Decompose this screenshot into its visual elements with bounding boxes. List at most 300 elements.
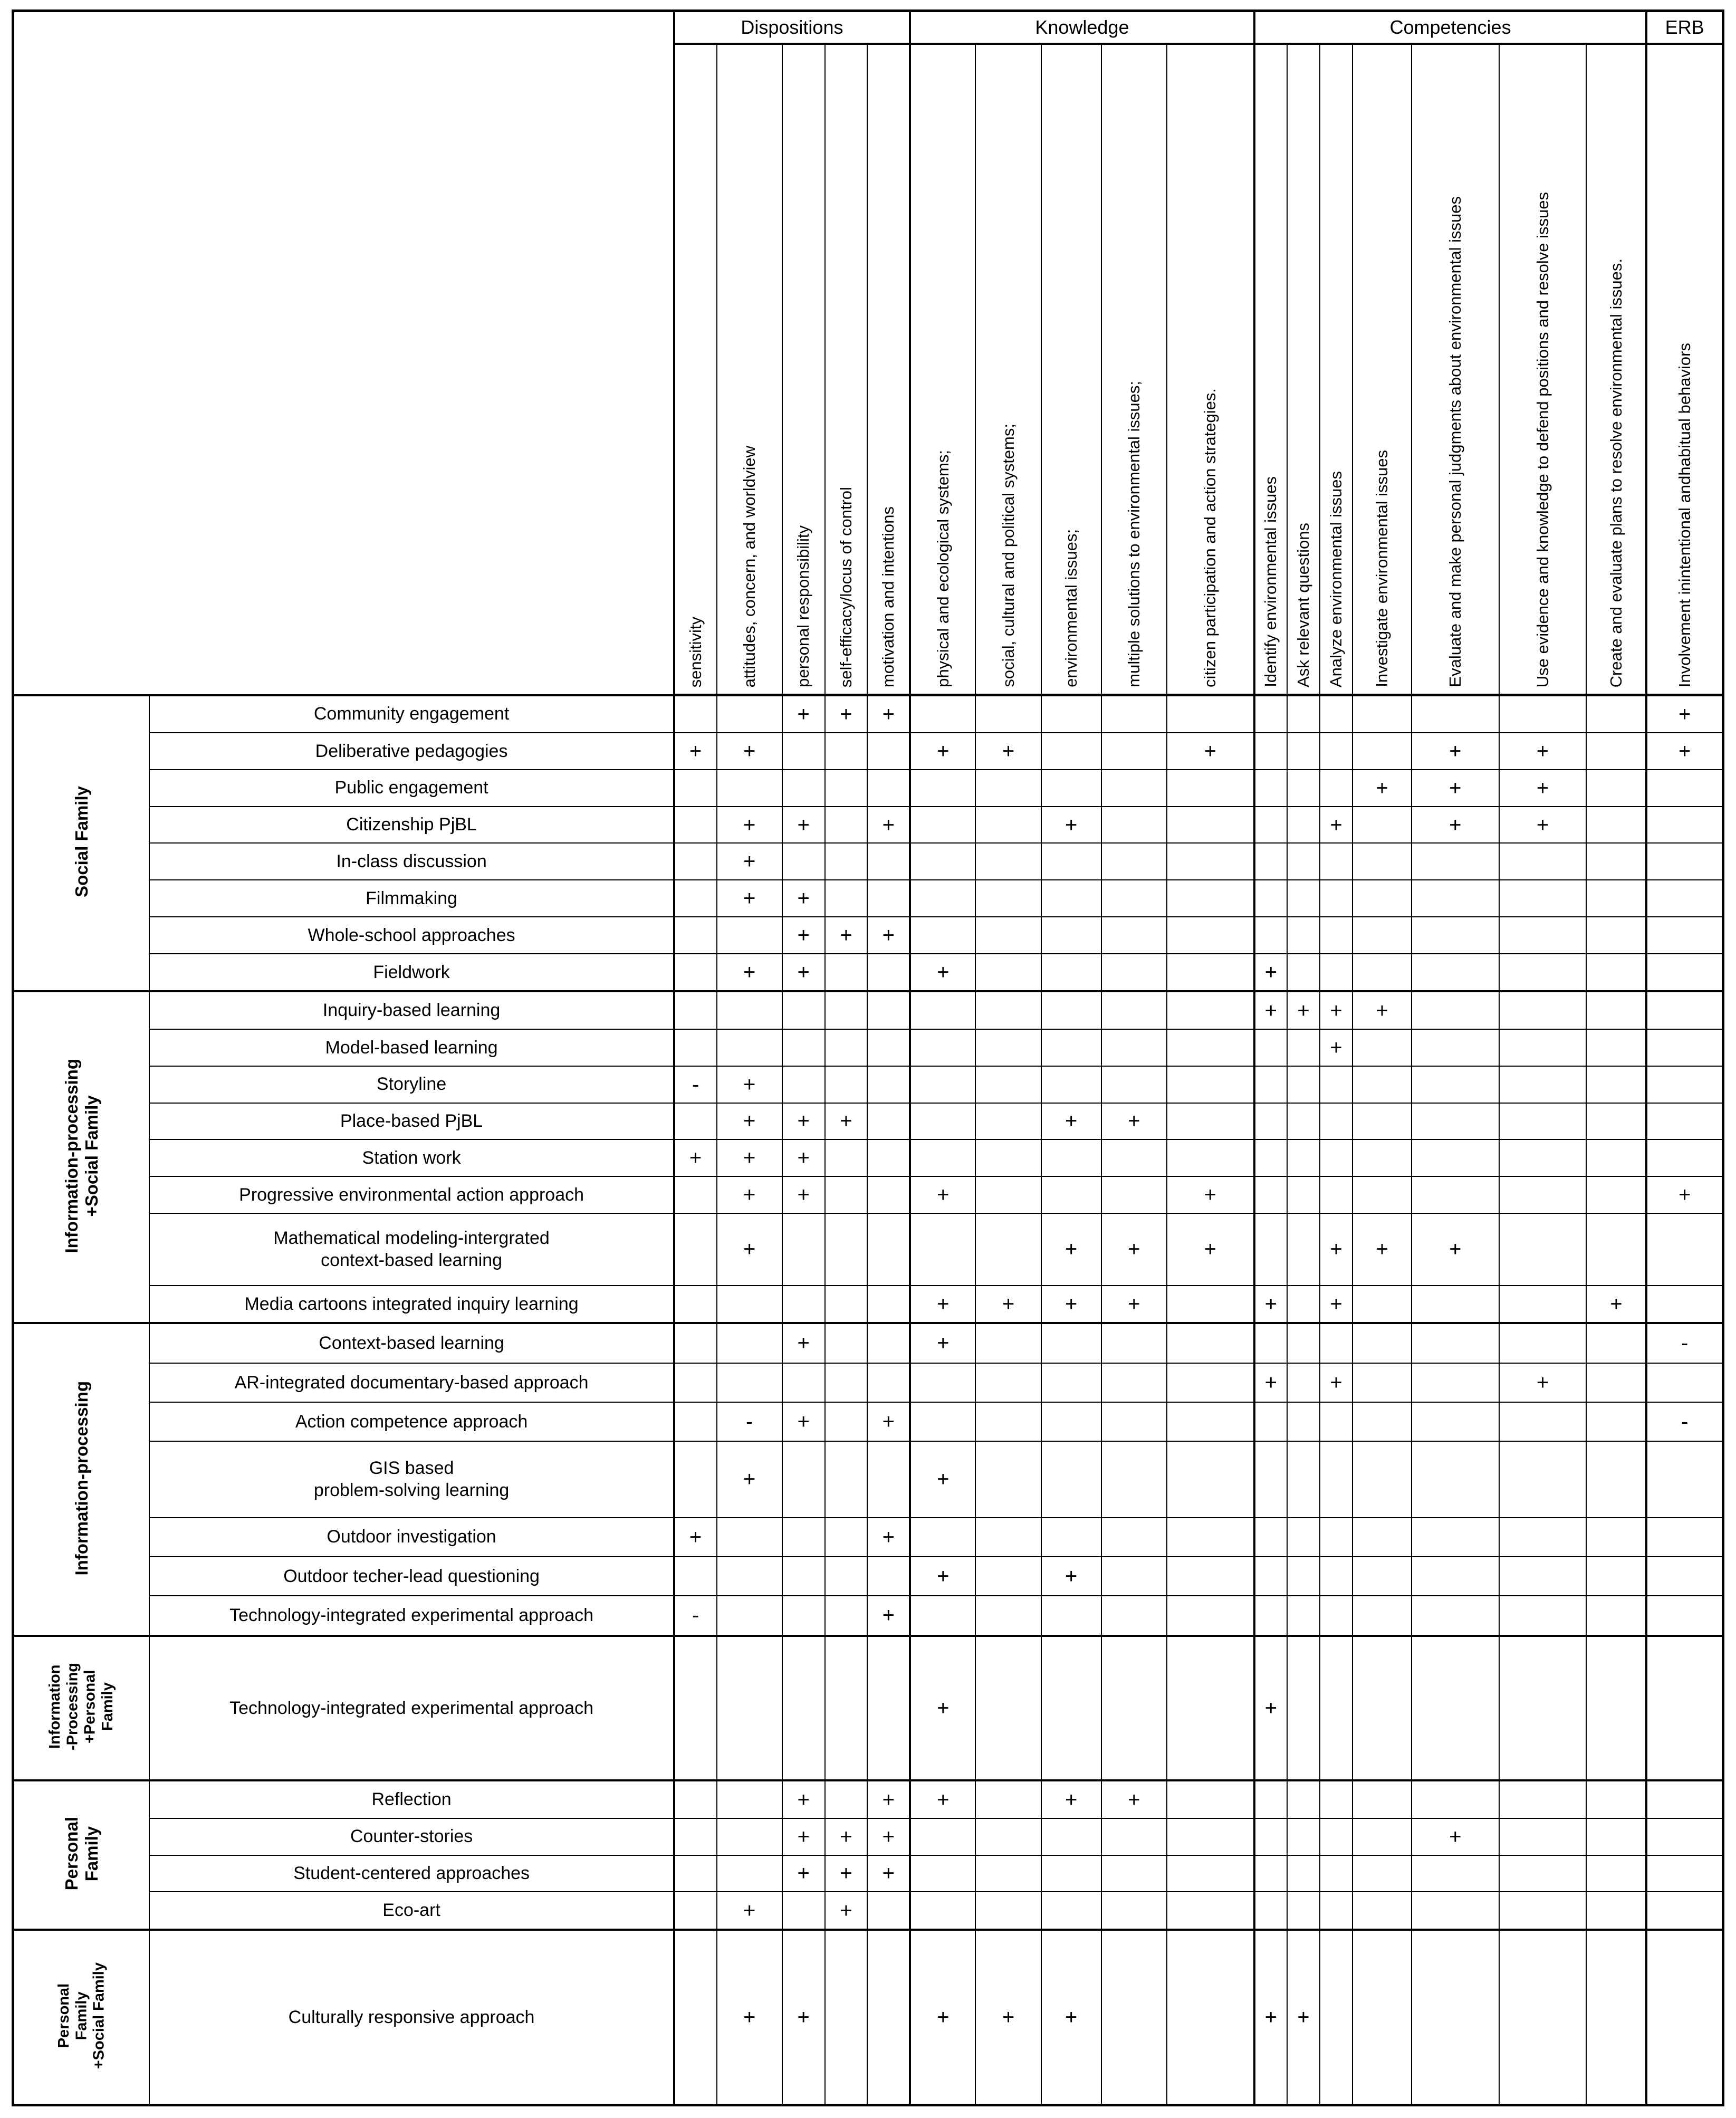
- mark-cell-empty: [674, 1557, 717, 1596]
- mark-cell-empty: [1353, 917, 1412, 954]
- mark-cell-empty: [1167, 1441, 1254, 1518]
- mark-cell-empty: [717, 1780, 782, 1818]
- table-row: [13, 1139, 1723, 1176]
- family-label-cell: [13, 1780, 150, 1930]
- mark-cell-empty: [674, 1441, 717, 1518]
- family-label: Information -Processing +Personal Family: [46, 1663, 117, 1751]
- table-row: [13, 1363, 1723, 1402]
- mark-cell-empty: [1353, 1855, 1412, 1892]
- mark-cell-empty: [975, 917, 1041, 954]
- mark-cell-empty: [1041, 1402, 1101, 1441]
- mark-cell-empty: [1101, 733, 1167, 770]
- mark-cell-empty: [910, 1103, 975, 1140]
- mark-cell-empty: [1101, 954, 1167, 991]
- mark-cell-filled: +: [1101, 1213, 1167, 1286]
- mark-cell-filled: -: [674, 1596, 717, 1636]
- mark-cell-empty: [1646, 991, 1723, 1029]
- mark-cell-filled: +: [910, 733, 975, 770]
- mark-cell-filled: +: [782, 1818, 825, 1855]
- mark-cell-empty: [825, 1066, 868, 1103]
- mark-cell-filled: +: [1320, 1029, 1353, 1066]
- mark-cell-empty: [825, 1029, 868, 1066]
- mark-cell-filled: +: [1499, 1363, 1587, 1402]
- mark-cell-empty: [1101, 843, 1167, 880]
- mark-cell-empty: [782, 1441, 825, 1518]
- mark-cell-empty: [1041, 1855, 1101, 1892]
- mark-cell-empty: [1586, 1402, 1646, 1441]
- approach-name: Citizenship PjBL: [149, 807, 674, 844]
- mark-cell-empty: [1287, 1518, 1320, 1557]
- mark-cell-empty: [1320, 1780, 1353, 1818]
- mark-cell-empty: [1320, 1103, 1353, 1140]
- mark-cell-filled: +: [782, 954, 825, 991]
- mark-cell-empty: [1101, 917, 1167, 954]
- mark-cell-empty: [1101, 880, 1167, 917]
- mark-cell-filled: +: [782, 1402, 825, 1441]
- family-label: Social Family: [71, 786, 91, 898]
- mark-cell-empty: [975, 1139, 1041, 1176]
- mark-cell-empty: [1167, 1818, 1254, 1855]
- mark-cell-empty: [975, 843, 1041, 880]
- mark-cell-empty: [1646, 1029, 1723, 1066]
- mark-cell-empty: [1499, 1636, 1587, 1781]
- mark-cell-empty: [782, 1066, 825, 1103]
- mark-cell-empty: [867, 880, 910, 917]
- mark-cell-empty: [1353, 807, 1412, 844]
- family-label: Personal Family: [61, 1817, 101, 1891]
- mark-cell-empty: [910, 1139, 975, 1176]
- approach-name: Action competence approach: [149, 1402, 674, 1441]
- mark-cell-empty: [674, 1213, 717, 1286]
- col-header-sensitivity: sensitivity: [674, 44, 717, 695]
- mark-cell-empty: [1320, 733, 1353, 770]
- mark-cell-empty: [1041, 1323, 1101, 1363]
- mark-cell-filled: +: [1586, 1286, 1646, 1323]
- mark-cell-filled: +: [782, 1323, 825, 1363]
- mark-cell-empty: [1254, 1402, 1287, 1441]
- mark-cell-empty: [1287, 1892, 1320, 1929]
- mark-cell-filled: +: [1167, 1213, 1254, 1286]
- mark-cell-empty: [674, 1103, 717, 1140]
- mark-cell-empty: [1412, 1636, 1499, 1781]
- mark-cell-empty: [1287, 1286, 1320, 1323]
- mark-cell-filled: +: [717, 843, 782, 880]
- mark-cell-empty: [1586, 1441, 1646, 1518]
- table-row: [13, 1323, 1723, 1363]
- mark-cell-empty: [1320, 770, 1353, 807]
- table-row: [13, 1213, 1723, 1286]
- mark-cell-filled: +: [1287, 991, 1320, 1029]
- mark-cell-empty: [1101, 770, 1167, 807]
- mark-cell-empty: [1353, 843, 1412, 880]
- mark-cell-empty: [825, 1780, 868, 1818]
- mark-cell-empty: [1646, 770, 1723, 807]
- mark-cell-filled: +: [717, 1930, 782, 2105]
- mark-cell-empty: [1499, 1557, 1587, 1596]
- mark-cell-filled: +: [782, 917, 825, 954]
- approach-name: Station work: [149, 1139, 674, 1176]
- mark-cell-filled: +: [975, 733, 1041, 770]
- mark-cell-empty: [1101, 1818, 1167, 1855]
- mark-cell-empty: [975, 1518, 1041, 1557]
- mark-cell-empty: [1646, 1855, 1723, 1892]
- mark-cell-empty: [1254, 1139, 1287, 1176]
- mark-cell-empty: [975, 1855, 1041, 1892]
- mark-cell-empty: [717, 1818, 782, 1855]
- mark-cell-empty: [1499, 1323, 1587, 1363]
- mark-cell-empty: [1287, 1441, 1320, 1518]
- approach-name: Progressive environmental action approach: [149, 1176, 674, 1213]
- mark-cell-empty: [717, 1029, 782, 1066]
- mark-cell-empty: [1167, 770, 1254, 807]
- mark-cell-empty: [1254, 695, 1287, 733]
- mark-cell-empty: [1254, 1855, 1287, 1892]
- mark-cell-empty: [867, 1176, 910, 1213]
- mark-cell-filled: +: [1320, 991, 1353, 1029]
- table-row: [13, 1818, 1723, 1855]
- mark-cell-empty: [1353, 1029, 1412, 1066]
- col-header-attitudes-concern-worldview: attitudes, concern, and worldview: [717, 44, 782, 695]
- mark-cell-empty: [782, 1029, 825, 1066]
- mark-cell-filled: +: [717, 1139, 782, 1176]
- mark-cell-filled: -: [1646, 1323, 1723, 1363]
- mark-cell-empty: [1101, 1363, 1167, 1402]
- table-row: [13, 843, 1723, 880]
- mark-cell-empty: [1041, 1441, 1101, 1518]
- mark-cell-filled: +: [1499, 807, 1587, 844]
- mark-cell-empty: [782, 843, 825, 880]
- mark-cell-empty: [1586, 1892, 1646, 1929]
- mark-cell-filled: +: [910, 1557, 975, 1596]
- col-header-involvement-intentional-habitual-behaviors: Involvement inintentional andhabitual behaviors: [1646, 44, 1723, 695]
- family-label-cell: [13, 695, 150, 992]
- mark-cell-empty: [867, 733, 910, 770]
- mark-cell-empty: [1287, 1323, 1320, 1363]
- mark-cell-empty: [867, 1029, 910, 1066]
- mark-cell-empty: [1287, 1363, 1320, 1402]
- mark-cell-empty: [825, 1176, 868, 1213]
- table-row: [13, 1402, 1723, 1441]
- mark-cell-empty: [1646, 1596, 1723, 1636]
- mark-cell-empty: [1320, 1176, 1353, 1213]
- mark-cell-empty: [1646, 1818, 1723, 1855]
- mark-cell-empty: [1499, 1139, 1587, 1176]
- mark-cell-filled: +: [1320, 1363, 1353, 1402]
- mark-cell-empty: [1412, 1518, 1499, 1557]
- mark-cell-empty: [867, 1103, 910, 1140]
- mark-cell-empty: [674, 1176, 717, 1213]
- mark-cell-empty: [1041, 770, 1101, 807]
- table-row: [13, 1636, 1723, 1781]
- mark-cell-empty: [1287, 1402, 1320, 1441]
- mark-cell-empty: [1353, 1930, 1412, 2105]
- mark-cell-empty: [1254, 1557, 1287, 1596]
- mark-cell-empty: [1041, 917, 1101, 954]
- approach-name: Fieldwork: [149, 954, 674, 991]
- mark-cell-empty: [1646, 1139, 1723, 1176]
- mark-cell-empty: [674, 917, 717, 954]
- table-row: [13, 1930, 1723, 2105]
- mark-cell-empty: [717, 1636, 782, 1781]
- mark-cell-empty: [1353, 1441, 1412, 1518]
- mark-cell-empty: [1499, 880, 1587, 917]
- col-header-physical-ecological-systems: physical and ecological systems;: [910, 44, 975, 695]
- mark-cell-empty: [867, 1323, 910, 1363]
- mark-cell-filled: +: [910, 1286, 975, 1323]
- mark-cell-empty: [782, 770, 825, 807]
- mark-cell-empty: [1412, 1441, 1499, 1518]
- mark-cell-filled: +: [1254, 1930, 1287, 2105]
- col-header-investigate-environmental-issues: Investigate environmental issues: [1353, 44, 1412, 695]
- mark-cell-empty: [1254, 1818, 1287, 1855]
- mark-cell-empty: [1646, 1557, 1723, 1596]
- mark-cell-empty: [1412, 1029, 1499, 1066]
- mark-cell-empty: [1254, 843, 1287, 880]
- mark-cell-empty: [1167, 917, 1254, 954]
- mark-cell-empty: [1254, 807, 1287, 844]
- mark-cell-empty: [1586, 1636, 1646, 1781]
- family-label: Information-processing +Social Family: [61, 1058, 101, 1253]
- mark-cell-empty: [1646, 1441, 1723, 1518]
- family-label-cell: [13, 1636, 150, 1781]
- mark-cell-empty: [1101, 1441, 1167, 1518]
- mark-cell-empty: [1167, 1930, 1254, 2105]
- mark-cell-empty: [910, 1855, 975, 1892]
- mark-cell-empty: [1167, 1029, 1254, 1066]
- mark-cell-empty: [975, 1636, 1041, 1781]
- mark-cell-empty: [910, 991, 975, 1029]
- mark-cell-empty: [1412, 880, 1499, 917]
- mark-cell-empty: [975, 1029, 1041, 1066]
- mark-cell-empty: [1041, 991, 1101, 1029]
- mark-cell-empty: [825, 1323, 868, 1363]
- mark-cell-filled: +: [1499, 733, 1587, 770]
- mark-cell-filled: +: [782, 807, 825, 844]
- mark-cell-filled: +: [717, 880, 782, 917]
- mark-cell-empty: [1320, 1855, 1353, 1892]
- mark-cell-empty: [1101, 1596, 1167, 1636]
- mark-cell-empty: [1586, 880, 1646, 917]
- table-row: [13, 695, 1723, 733]
- mark-cell-empty: [1646, 843, 1723, 880]
- mark-cell-empty: [1254, 1066, 1287, 1103]
- mark-cell-filled: +: [717, 733, 782, 770]
- mark-cell-empty: [717, 991, 782, 1029]
- mark-cell-empty: [867, 954, 910, 991]
- col-header-self-efficacy-locus-of-control: self-efficacy/locus of control: [825, 44, 868, 695]
- mark-cell-empty: [1499, 1286, 1587, 1323]
- mark-cell-empty: [1586, 1323, 1646, 1363]
- mark-cell-empty: [1320, 1930, 1353, 2105]
- mark-cell-empty: [782, 991, 825, 1029]
- mark-cell-empty: [717, 1518, 782, 1557]
- mark-cell-empty: [674, 1029, 717, 1066]
- mark-cell-empty: [867, 1139, 910, 1176]
- mark-cell-empty: [1586, 1213, 1646, 1286]
- mark-cell-empty: [1287, 954, 1320, 991]
- mark-cell-empty: [1646, 1892, 1723, 1929]
- mark-cell-empty: [1353, 1518, 1412, 1557]
- mark-cell-empty: [1646, 1930, 1723, 2105]
- approach-name: Storyline: [149, 1066, 674, 1103]
- mark-cell-empty: [1412, 1323, 1499, 1363]
- mark-cell-empty: [1586, 1176, 1646, 1213]
- mark-cell-empty: [1586, 807, 1646, 844]
- mark-cell-empty: [1320, 1892, 1353, 1929]
- mark-cell-empty: [782, 1892, 825, 1929]
- mark-cell-empty: [717, 695, 782, 733]
- mark-cell-empty: [1353, 1818, 1412, 1855]
- mark-cell-filled: -: [717, 1402, 782, 1441]
- mark-cell-empty: [717, 917, 782, 954]
- mark-cell-filled: +: [1320, 1286, 1353, 1323]
- mark-cell-empty: [674, 1930, 717, 2105]
- mark-cell-empty: [1353, 1780, 1412, 1818]
- approach-name: Model-based learning: [149, 1029, 674, 1066]
- mark-cell-empty: [825, 770, 868, 807]
- mark-cell-empty: [1412, 1139, 1499, 1176]
- mark-cell-empty: [1499, 1176, 1587, 1213]
- table-row: [13, 807, 1723, 844]
- mark-cell-filled: +: [867, 1780, 910, 1818]
- approach-name: Student-centered approaches: [149, 1855, 674, 1892]
- mark-cell-empty: [1167, 1518, 1254, 1557]
- col-header-identify-environmental-issues: Identify environmental issues: [1254, 44, 1287, 695]
- table-row: [13, 770, 1723, 807]
- mark-cell-filled: +: [1041, 1780, 1101, 1818]
- mark-cell-empty: [1412, 1855, 1499, 1892]
- col-header-motivation-and-intentions: motivation and intentions: [867, 44, 910, 695]
- col-header-analyze-environmental-issues: Analyze environmental issues: [1320, 44, 1353, 695]
- mark-cell-empty: [1586, 770, 1646, 807]
- mark-cell-empty: [1499, 1441, 1587, 1518]
- approach-name: Outdoor techer-lead questioning: [149, 1557, 674, 1596]
- mark-cell-filled: +: [910, 1930, 975, 2105]
- mark-cell-filled: -: [1646, 1402, 1723, 1441]
- mark-cell-empty: [975, 1596, 1041, 1636]
- mark-cell-empty: [1041, 1363, 1101, 1402]
- mark-cell-empty: [1412, 954, 1499, 991]
- mark-cell-empty: [1646, 1066, 1723, 1103]
- mark-cell-empty: [1101, 1855, 1167, 1892]
- mark-cell-empty: [1287, 770, 1320, 807]
- col-header-environmental-issues: environmental issues;: [1041, 44, 1101, 695]
- mark-cell-filled: +: [1412, 770, 1499, 807]
- family-label-cell: [13, 1323, 150, 1636]
- mark-cell-empty: [975, 1818, 1041, 1855]
- mark-cell-filled: +: [910, 1441, 975, 1518]
- mark-cell-filled: +: [867, 1402, 910, 1441]
- mark-cell-empty: [975, 954, 1041, 991]
- mark-cell-empty: [825, 1636, 868, 1781]
- mark-cell-empty: [1353, 1363, 1412, 1402]
- mark-cell-empty: [867, 770, 910, 807]
- mark-cell-filled: +: [867, 917, 910, 954]
- mark-cell-empty: [1167, 1892, 1254, 1929]
- mark-cell-empty: [1499, 1402, 1587, 1441]
- mark-cell-filled: +: [782, 1176, 825, 1213]
- mark-cell-filled: +: [910, 1636, 975, 1781]
- mark-cell-empty: [1167, 1557, 1254, 1596]
- mark-cell-empty: [1412, 1596, 1499, 1636]
- mark-cell-empty: [1041, 1176, 1101, 1213]
- mark-cell-filled: +: [1254, 1363, 1287, 1402]
- mark-cell-empty: [1586, 1139, 1646, 1176]
- mark-cell-empty: [674, 1323, 717, 1363]
- mark-cell-empty: [1320, 1441, 1353, 1518]
- mark-cell-empty: [674, 695, 717, 733]
- mark-cell-empty: [975, 1066, 1041, 1103]
- mark-cell-filled: +: [1353, 1213, 1412, 1286]
- mark-cell-empty: [867, 843, 910, 880]
- mark-cell-filled: +: [825, 917, 868, 954]
- mark-cell-empty: [1353, 695, 1412, 733]
- group-header-dispositions: Dispositions: [674, 11, 910, 44]
- table-row: [13, 1441, 1723, 1518]
- mark-cell-empty: [1101, 1176, 1167, 1213]
- table-row: [13, 1176, 1723, 1213]
- mark-cell-empty: [1167, 1855, 1254, 1892]
- mark-cell-empty: [1041, 1029, 1101, 1066]
- corner-blank-approach: [149, 11, 674, 695]
- approach-name: Community engagement: [149, 695, 674, 733]
- mark-cell-empty: [1646, 1780, 1723, 1818]
- mark-cell-empty: [1167, 1402, 1254, 1441]
- mark-cell-empty: [1646, 1636, 1723, 1781]
- mark-cell-empty: [782, 1518, 825, 1557]
- mark-cell-empty: [1287, 880, 1320, 917]
- mark-cell-empty: [1646, 1518, 1723, 1557]
- table-row: [13, 1596, 1723, 1636]
- mark-cell-empty: [717, 1855, 782, 1892]
- mark-cell-filled: +: [1041, 1286, 1101, 1323]
- mark-cell-empty: [1287, 917, 1320, 954]
- matrix-body: [13, 695, 1723, 2105]
- mark-cell-filled: +: [1254, 1286, 1287, 1323]
- mark-cell-empty: [910, 770, 975, 807]
- mark-cell-filled: +: [867, 807, 910, 844]
- mark-cell-empty: [1646, 880, 1723, 917]
- mark-cell-filled: +: [717, 1892, 782, 1929]
- mark-cell-empty: [717, 770, 782, 807]
- group-header-erb: ERB: [1646, 11, 1723, 44]
- mark-cell-empty: [1041, 1596, 1101, 1636]
- approach-name: Culturally responsive approach: [149, 1930, 674, 2105]
- mark-cell-empty: [825, 807, 868, 844]
- group-header-knowledge: Knowledge: [910, 11, 1254, 44]
- mark-cell-empty: [782, 1636, 825, 1781]
- mark-cell-empty: [1586, 843, 1646, 880]
- pedagogy-competency-matrix: [12, 9, 1724, 2106]
- mark-cell-filled: +: [1646, 1176, 1723, 1213]
- mark-cell-empty: [825, 1557, 868, 1596]
- mark-cell-empty: [1320, 1402, 1353, 1441]
- mark-cell-empty: [867, 1557, 910, 1596]
- mark-cell-empty: [674, 1286, 717, 1323]
- mark-cell-empty: [1412, 1066, 1499, 1103]
- mark-cell-filled: +: [1353, 991, 1412, 1029]
- mark-cell-empty: [1586, 1930, 1646, 2105]
- mark-cell-empty: [825, 1402, 868, 1441]
- mark-cell-empty: [1353, 1402, 1412, 1441]
- mark-cell-empty: [1412, 1557, 1499, 1596]
- family-label: Personal Family +Social Family: [55, 1962, 108, 2069]
- mark-cell-empty: [1586, 954, 1646, 991]
- mark-cell-filled: +: [782, 1780, 825, 1818]
- mark-cell-empty: [1499, 954, 1587, 991]
- mark-cell-filled: +: [717, 1441, 782, 1518]
- mark-cell-empty: [1499, 1066, 1587, 1103]
